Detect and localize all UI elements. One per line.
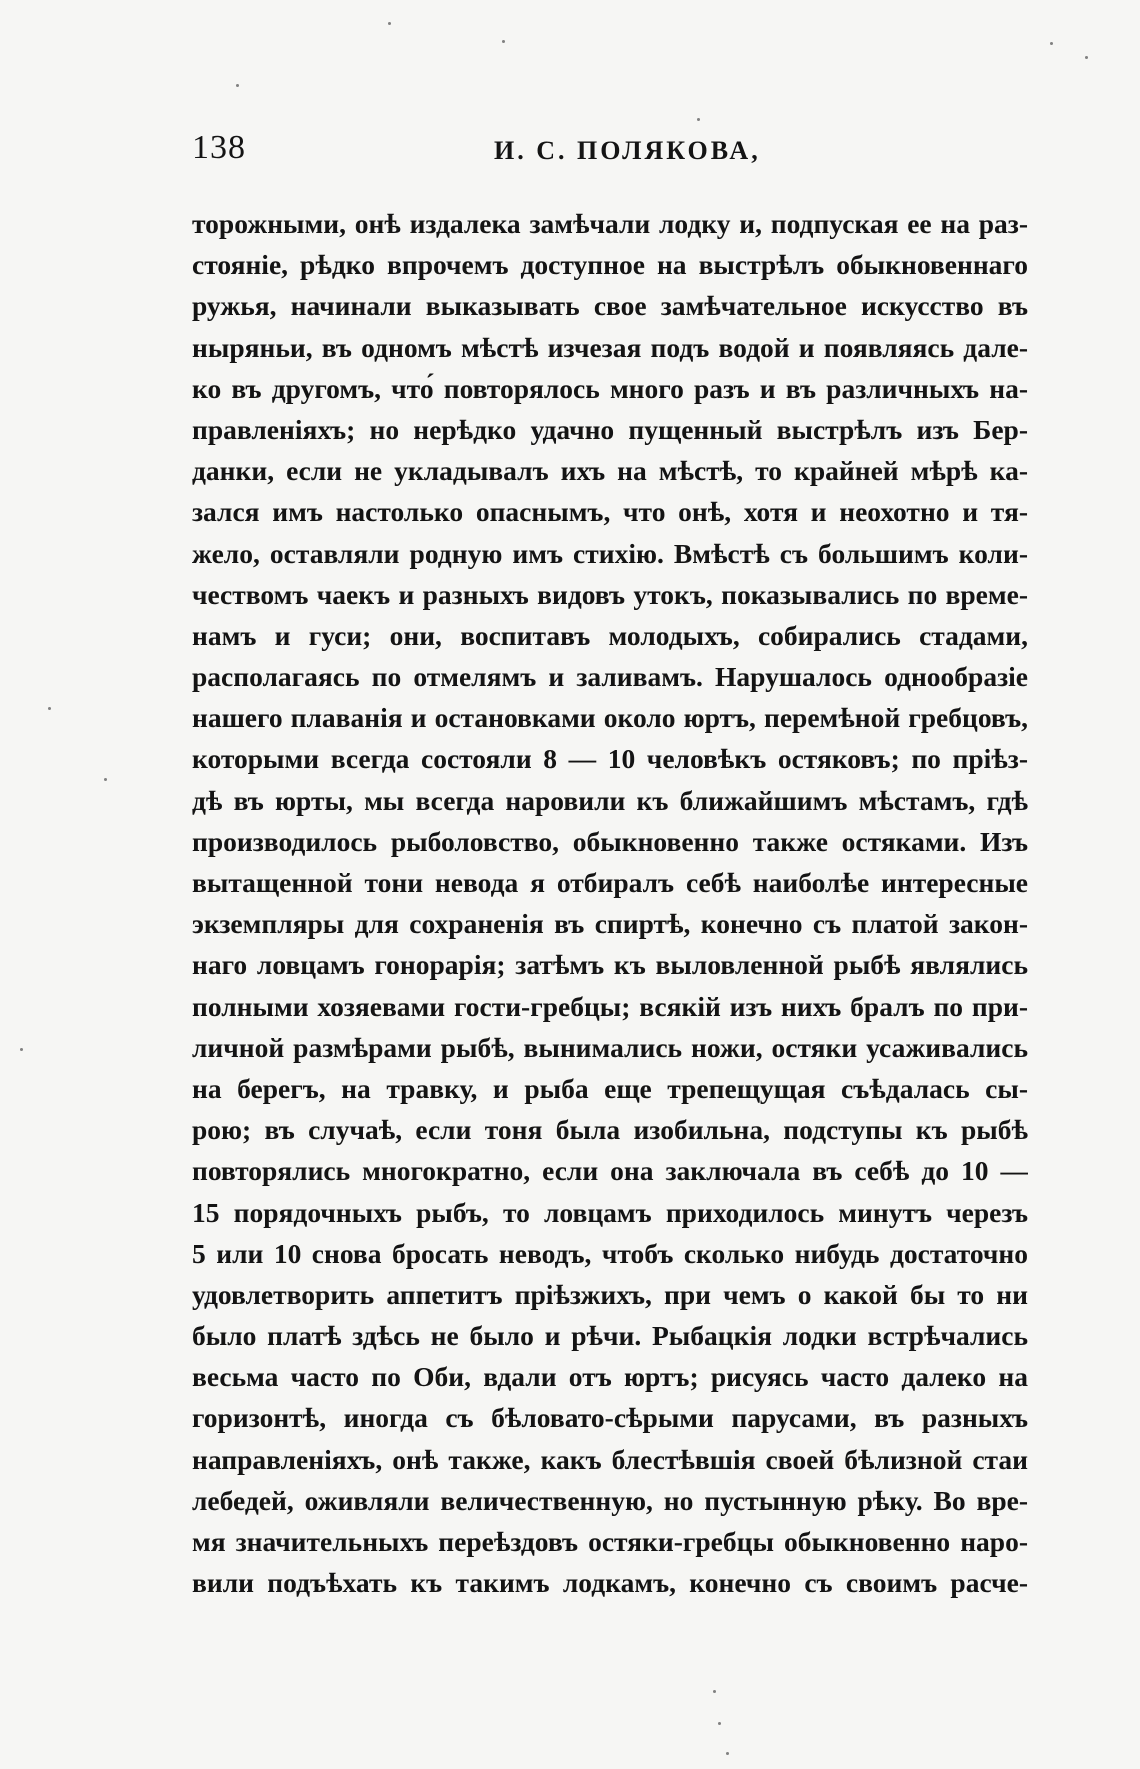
page-number: 138 xyxy=(192,129,246,166)
text-line: которыми всегда состояли 8 — 10 человѣкъ остяковъ; по пріѣз- xyxy=(192,743,1028,775)
text-line: ко въ другомъ, что́ повторялось много разъ и въ различныхъ на- xyxy=(192,372,1028,404)
text-line: зался имъ настолько опаснымъ, что онѣ, хотя и неохотно и тя- xyxy=(192,496,1028,528)
text-line: жело, оставляли родную имъ стихію. Вмѣстѣ съ большимъ коли- xyxy=(192,537,1028,569)
scan-speck xyxy=(713,1690,716,1693)
scan-speck xyxy=(718,1722,721,1725)
text-line: полными хозяевами гости-гребцы; всякій изъ нихъ бралъ по при- xyxy=(192,990,1028,1022)
scan-speck xyxy=(48,707,51,710)
page-header xyxy=(192,128,1032,176)
body-text xyxy=(192,203,1028,1603)
text-line: удовлетворить аппетитъ пріѣзжихъ, при чемъ о какой бы то ни xyxy=(192,1278,1028,1310)
text-line: нашего плаванія и остановками около юртъ, перемѣной гребцовъ, xyxy=(192,702,1028,734)
text-line: данки, если не укладывалъ ихъ на мѣстѣ, то крайней мѣрѣ ка- xyxy=(192,455,1028,487)
running-head: И. С. ПОЛЯКОВА, xyxy=(494,136,761,165)
text-line: наго ловцамъ гонорарія; затѣмъ къ выловленной рыбѣ являлись xyxy=(192,949,1028,981)
text-line: 5 или 10 снова бросать неводъ, чтобъ сколько нибудь достаточно xyxy=(192,1237,1028,1269)
text-line: было платѣ здѣсь не было и рѣчи. Рыбацкія лодки встрѣчались xyxy=(192,1320,1028,1352)
text-line: стояніе, рѣдко впрочемъ доступное на выстрѣлъ обыкновеннаго xyxy=(192,249,1028,281)
text-line: мя значительныхъ переѣздовъ остяки-гребцы обыкновенно наро- xyxy=(192,1526,1028,1557)
text-line: личной размѣрами рыбѣ, вынимались ножи, остяки усаживались xyxy=(192,1031,1028,1063)
text-line: производилось рыболовство, обыкновенно также остяками. Изъ xyxy=(192,825,1028,857)
text-line: весьма часто по Оби, вдали отъ юртъ; рисуясь часто далеко на xyxy=(192,1361,1028,1393)
text-line: располагаясь по отмелямъ и заливамъ. Нарушалось однообразіе xyxy=(192,661,1028,693)
text-line: вили подъѣхать къ такимъ лодкамъ, конечно съ своимъ расче- xyxy=(192,1567,1028,1599)
text-line: дѣ въ юрты, мы всегда наровили къ ближайшимъ мѣстамъ, гдѣ xyxy=(192,784,1028,816)
text-line: горизонтѣ, иногда съ бѣловато-сѣрыми парусами, въ разныхъ xyxy=(192,1402,1028,1434)
text-line: правленіяхъ; но нерѣдко удачно пущенный выстрѣлъ изъ Бер- xyxy=(192,413,1028,445)
text-line: намъ и гуси; они, воспитавъ молодыхъ, собирались стадами, xyxy=(192,619,1028,651)
scan-speck xyxy=(236,84,239,87)
text-line: лебедей, оживляли величественную, но пустынную рѣку. Во вре- xyxy=(192,1484,1028,1516)
text-line: направленіяхъ, онѣ также, какъ блестѣвшія своей бѣлизной стаи xyxy=(192,1443,1028,1475)
scan-speck xyxy=(502,40,505,43)
scan-speck xyxy=(697,118,700,121)
text-line: ныряньи, въ одномъ мѣстѣ изчезая подъ водой и появляясь дале- xyxy=(192,331,1028,363)
text-line: экземпляры для сохраненія въ спиртѣ, конечно съ платой закон- xyxy=(192,908,1028,940)
scan-speck xyxy=(726,1752,729,1755)
text-line: чествомъ чаекъ и разныхъ видовъ утокъ, показывались по време- xyxy=(192,578,1028,610)
text-line: ружья, начинали выказывать свое замѣчательное искусство въ xyxy=(192,290,1028,322)
text-line: на берегъ, на травку, и рыба еще трепещущая съѣдалась сы- xyxy=(192,1072,1028,1104)
text-line: торожными, онѣ издалека замѣчали лодку и, подпуская ее на раз- xyxy=(192,208,1028,239)
text-line: 15 порядочныхъ рыбъ, то ловцамъ приходилось минутъ черезъ xyxy=(192,1196,1028,1228)
scan-speck xyxy=(20,1048,23,1051)
text-line: повторялись многократно, если она заключала въ себѣ до 10 — xyxy=(192,1155,1028,1187)
scan-speck xyxy=(1085,56,1088,59)
scan-speck xyxy=(388,22,391,25)
text-line: рою; въ случаѣ, если тоня была изобильна, подступы къ рыбѣ xyxy=(192,1114,1028,1146)
text-line: вытащенной тони невода я отбиралъ себѣ наиболѣе интересные xyxy=(192,867,1028,898)
scan-speck xyxy=(1050,42,1053,45)
scan-speck xyxy=(104,778,107,781)
